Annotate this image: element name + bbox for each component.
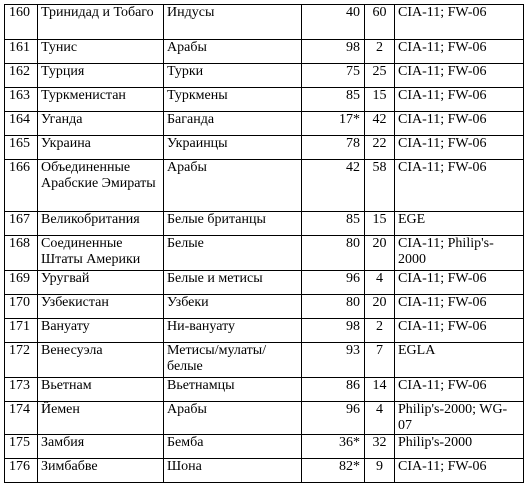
country-name: Венесуэла (38, 343, 164, 378)
table-row (5, 40, 524, 64)
ethnic-group: Украинцы (164, 136, 302, 160)
table-row (5, 459, 524, 483)
row-number: 161 (5, 40, 38, 64)
major-group-percent: 98 (302, 40, 365, 64)
other-percent: 7 (365, 343, 395, 378)
source: CIA-11; FW-06 (395, 112, 524, 136)
major-group-percent: 80 (302, 236, 365, 271)
ethnic-group: Турки (164, 64, 302, 88)
major-group-percent: 78 (302, 136, 365, 160)
row-number: 167 (5, 212, 38, 236)
other-percent: 14 (365, 378, 395, 402)
row-number: 174 (5, 402, 38, 435)
major-group-percent: 17* (302, 112, 365, 136)
table-row (5, 64, 524, 88)
source: CIA-11; Philip's-2000 (395, 236, 524, 271)
other-percent: 32 (365, 435, 395, 459)
ethnic-group: Туркмены (164, 88, 302, 112)
country-name: Турция (38, 64, 164, 88)
row-number: 164 (5, 112, 38, 136)
source: Philip's-2000; WG-07 (395, 402, 524, 435)
other-percent: 2 (365, 40, 395, 64)
table-row (5, 435, 524, 459)
source: CIA-11; FW-06 (395, 378, 524, 402)
country-name: Йемен (38, 402, 164, 435)
other-percent: 22 (365, 136, 395, 160)
ethnic-group: Индусы (164, 5, 302, 40)
ethnic-group: Белые и метисы (164, 271, 302, 295)
other-percent: 2 (365, 319, 395, 343)
table-row (5, 402, 524, 435)
row-number: 162 (5, 64, 38, 88)
ethnic-group: Арабы (164, 160, 302, 212)
source: CIA-11; FW-06 (395, 295, 524, 319)
row-number: 160 (5, 5, 38, 40)
ethnic-group: Арабы (164, 40, 302, 64)
ethnic-composition-table (4, 4, 524, 483)
major-group-percent: 96 (302, 271, 365, 295)
source: EGE (395, 212, 524, 236)
country-name: Украина (38, 136, 164, 160)
source: CIA-11; FW-06 (395, 160, 524, 212)
major-group-percent: 75 (302, 64, 365, 88)
source: EGLA (395, 343, 524, 378)
other-percent: 20 (365, 295, 395, 319)
major-group-percent: 96 (302, 402, 365, 435)
table-row (5, 319, 524, 343)
major-group-percent: 98 (302, 319, 365, 343)
source: CIA-11; FW-06 (395, 64, 524, 88)
source: CIA-11; FW-06 (395, 88, 524, 112)
major-group-percent: 93 (302, 343, 365, 378)
country-name: Вануату (38, 319, 164, 343)
ethnic-group: Баганда (164, 112, 302, 136)
row-number: 171 (5, 319, 38, 343)
row-number: 165 (5, 136, 38, 160)
ethnic-group: Белые британцы (164, 212, 302, 236)
other-percent: 4 (365, 271, 395, 295)
major-group-percent: 85 (302, 212, 365, 236)
table-row (5, 271, 524, 295)
table-row (5, 236, 524, 271)
row-number: 175 (5, 435, 38, 459)
row-number: 173 (5, 378, 38, 402)
source: CIA-11; FW-06 (395, 459, 524, 483)
ethnic-group: Метисы/мулаты/белые (164, 343, 302, 378)
row-number: 166 (5, 160, 38, 212)
source: CIA-11; FW-06 (395, 319, 524, 343)
major-group-percent: 36* (302, 435, 365, 459)
country-name: Соединенные Штаты Америки (38, 236, 164, 271)
source: CIA-11; FW-06 (395, 271, 524, 295)
row-number: 172 (5, 343, 38, 378)
country-name: Вьетнам (38, 378, 164, 402)
table-row (5, 136, 524, 160)
row-number: 169 (5, 271, 38, 295)
source: Philip's-2000 (395, 435, 524, 459)
country-name: Тринидад и Тобаго (38, 5, 164, 40)
source: CIA-11; FW-06 (395, 40, 524, 64)
country-name: Зимбабве (38, 459, 164, 483)
other-percent: 20 (365, 236, 395, 271)
major-group-percent: 85 (302, 88, 365, 112)
major-group-percent: 42 (302, 160, 365, 212)
other-percent: 42 (365, 112, 395, 136)
ethnic-group: Ни-вануату (164, 319, 302, 343)
table-row (5, 295, 524, 319)
ethnic-group: Узбеки (164, 295, 302, 319)
other-percent: 15 (365, 212, 395, 236)
ethnic-group: Бемба (164, 435, 302, 459)
table-row (5, 88, 524, 112)
table-row (5, 378, 524, 402)
row-number: 170 (5, 295, 38, 319)
other-percent: 58 (365, 160, 395, 212)
country-name: Объединенные Арабские Эмираты (38, 160, 164, 212)
country-name: Тунис (38, 40, 164, 64)
row-number: 176 (5, 459, 38, 483)
table-row (5, 160, 524, 212)
table-row (5, 343, 524, 378)
country-name: Замбия (38, 435, 164, 459)
major-group-percent: 86 (302, 378, 365, 402)
major-group-percent: 80 (302, 295, 365, 319)
other-percent: 9 (365, 459, 395, 483)
table-row (5, 112, 524, 136)
country-name: Туркменистан (38, 88, 164, 112)
ethnic-group: Вьетнамцы (164, 378, 302, 402)
row-number: 163 (5, 88, 38, 112)
other-percent: 15 (365, 88, 395, 112)
ethnic-group: Шона (164, 459, 302, 483)
ethnic-group: Белые (164, 236, 302, 271)
country-name: Уганда (38, 112, 164, 136)
source: CIA-11; FW-06 (395, 5, 524, 40)
table-row (5, 5, 524, 40)
country-name: Великобритания (38, 212, 164, 236)
other-percent: 25 (365, 64, 395, 88)
country-name: Уругвай (38, 271, 164, 295)
country-name: Узбекистан (38, 295, 164, 319)
other-percent: 4 (365, 402, 395, 435)
major-group-percent: 82* (302, 459, 365, 483)
row-number: 168 (5, 236, 38, 271)
source: CIA-11; FW-06 (395, 136, 524, 160)
major-group-percent: 40 (302, 5, 365, 40)
ethnic-group: Арабы (164, 402, 302, 435)
table-row (5, 212, 524, 236)
other-percent: 60 (365, 5, 395, 40)
